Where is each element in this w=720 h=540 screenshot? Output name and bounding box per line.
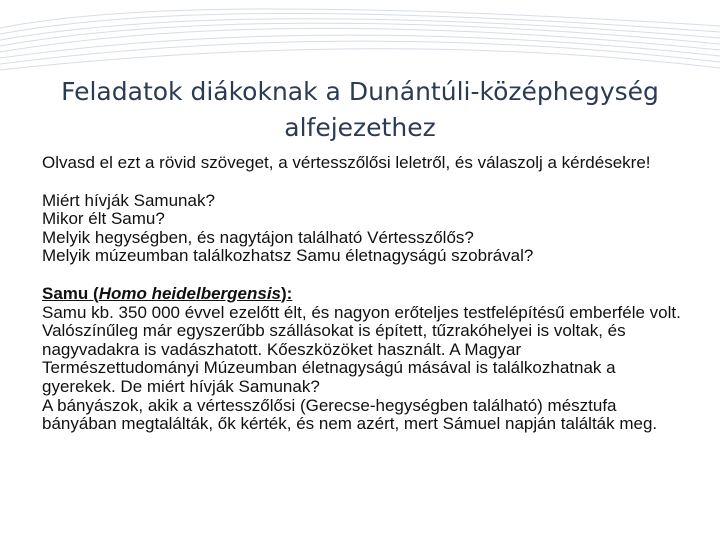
page-title: Feladatok diákoknak a Dunántúli-középhegység alfejezethez [61, 77, 659, 142]
samu-heading-latin: Homo heidelbergensis [98, 283, 282, 303]
intro-text: Olvasd el ezt a rövid szöveget, a vértesszőlősi leletről, és válaszolj a kérdésekre! [42, 153, 651, 172]
samu-paragraph-2: A bányászok, akik a vértesszőlősi (Gerecse-hegységben található) mésztufa bányában megtalálták, ők kérték, és nem azért, mert Sámuel napján találták meg. [42, 395, 658, 434]
samu-paragraph-1: Samu kb. 350 000 évvel ezelőtt élt, és nagyon erőteljes testfelépítésű emberféle volt. Valószínűleg már egyszerűbb szállásokat is épített, tűzrakóhelyei is voltak, és nagyvadakra is vadászhatott. Kőeszközöket használt. A Magyar Természettudományi Múzeumban életnagyságú másával is találkozhatnak a gyerekek. De miért hívják Samunak? [42, 302, 681, 396]
samu-heading [42, 285, 682, 304]
question-3: Melyik hegységben, és nagytájon található Vértesszőlős? [42, 227, 474, 247]
question-1: Miért hívják Samunak? [42, 190, 215, 210]
samu-heading-suffix: ): [281, 283, 293, 303]
content-body [42, 154, 682, 434]
question-2: Mikor élt Samu? [42, 209, 165, 229]
question-4: Melyik múzeumban találkozhatsz Samu életnagyságú szobrával? [42, 246, 534, 266]
samu-heading-name: Samu ( [42, 283, 99, 303]
